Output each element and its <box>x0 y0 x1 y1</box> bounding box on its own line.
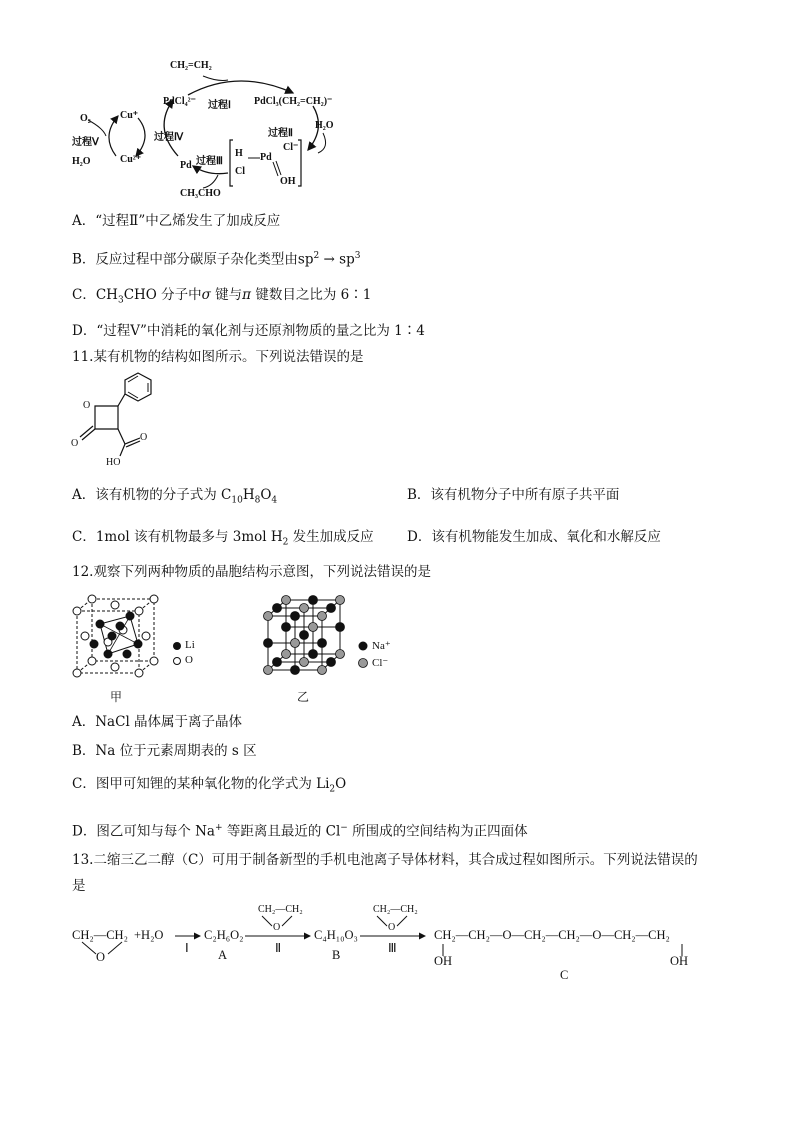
struct-ring-o: O <box>83 400 91 411</box>
process4-label: 过程Ⅳ <box>154 132 184 143</box>
legend-na: Na⁺ <box>372 640 391 652</box>
struct-ketone-o: O <box>71 438 79 449</box>
catalytic-cycle-diagram <box>68 58 368 208</box>
crystal-jia <box>72 596 162 681</box>
q13-reaction-scheme <box>70 900 710 990</box>
reagent-epoxide-1: CH₂—CH₂ <box>258 904 303 915</box>
q11-option-c: C．1mol 该有机物最多与 3mol $H_2$ 发生加成反应 <box>72 529 374 548</box>
q10-option-b: B．反应过程中部分碳原子杂化类型由$sp^2 \to sp^3$ <box>72 251 361 268</box>
epoxide-o: O <box>96 950 106 964</box>
step-1-label: Ⅰ <box>185 941 189 955</box>
legend-li: Li <box>185 639 195 651</box>
bracket-cl-right: Cl⁻ <box>283 142 299 153</box>
reagent-o-2: O <box>388 922 396 933</box>
crystal-yi <box>262 596 352 676</box>
process5-label: 过程Ⅴ <box>72 137 99 148</box>
q11-option-d: D．该有机物能发生加成、氧化和水解反应 <box>407 529 661 545</box>
cu-2plus-label: Cu²⁺ <box>120 154 142 165</box>
compound-c-label: C <box>560 968 569 982</box>
q13-stem-line1: 13.二缩三乙二醇（C）可用于制备新型的手机电池离子导体材料，其合成过程如图所示。下列说法错误的 <box>72 852 698 868</box>
q12-option-a: A．NaCl 晶体属于离子晶体 <box>72 714 243 730</box>
process2-label: 过程Ⅱ <box>268 128 293 139</box>
cycle-arrows <box>68 58 368 208</box>
compound-b-label: B <box>332 948 341 962</box>
legend-yi-markers <box>357 640 369 672</box>
q11-option-b: B．该有机物分子中所有原子共平面 <box>407 487 620 503</box>
caption-yi: 乙 <box>297 690 310 704</box>
caption-jia: 甲 <box>110 690 123 704</box>
q11-option-a: A．该有机物的分子式为 $C_{10}H_8O_4$ <box>72 487 278 506</box>
plus-water: +H₂O <box>134 928 164 942</box>
legend-o: O <box>185 654 193 666</box>
compound-c-oh-right: OH <box>670 954 689 968</box>
cu-plus-label: Cu⁺ <box>120 110 139 121</box>
bracket-h: H <box>235 148 243 159</box>
crystal-jia-drawing <box>72 596 162 681</box>
q10-option-a: A．“过程Ⅱ”中乙烯发生了加成反应 <box>72 213 281 229</box>
compound-c-oh-left: OH <box>434 954 453 968</box>
step-3-label: Ⅲ <box>388 941 397 955</box>
step-2-label: Ⅱ <box>275 941 282 955</box>
pd-complex-label: PdCl₃(CH₂=CH₂)⁻ <box>254 96 333 107</box>
pd-label: Pd <box>180 160 192 171</box>
q13-stem-line2: 是 <box>72 878 86 894</box>
process1-label: 过程Ⅰ <box>208 100 231 111</box>
process3-label: 过程Ⅲ <box>196 156 223 167</box>
water-in-label: H₂O <box>315 120 334 131</box>
compound-c-chain: CH₂—CH₂—O—CH₂—CH₂—O—CH₂—CH₂ <box>434 928 670 942</box>
q12-stem: 12.观察下列两种物质的晶胞结构示意图，下列说法错误的是 <box>72 564 431 580</box>
acetaldehyde-label: CH₃CHO <box>180 188 221 199</box>
q12-option-d: D．图乙可知与每个 Na+ 等距离且最近的 Cl− 所围成的空间结构为正四面体 <box>72 823 528 840</box>
bracket-pd: Pd <box>260 152 272 163</box>
bracket-oh: OH <box>280 176 296 187</box>
compound-a-formula: C₂H₆O₂ <box>204 928 244 942</box>
reagent-epoxide-2: CH₂—CH₂ <box>373 904 418 915</box>
q12-option-b: B．Na 位于元素周期表的 s 区 <box>72 743 257 759</box>
compound-a-label: A <box>218 948 228 962</box>
bracket-cl-left: Cl <box>235 166 245 177</box>
compound-b-formula: C₄H₁₀O₃ <box>314 928 358 942</box>
o2-label: O₂ <box>80 113 91 124</box>
crystal-yi-drawing <box>262 596 352 676</box>
struct-ho: HO <box>106 457 121 468</box>
struct-acid-o: O <box>140 432 148 443</box>
water-out-label: H₂O <box>72 156 91 167</box>
q10-option-c: C．$CH_3CHO$ 分子中σ 键与π 键数目之比为 6∶1 <box>72 287 372 306</box>
epoxide-formula: CH₂—CH₂ <box>72 928 128 942</box>
pdcl4-label: PdCl₄²⁻ <box>163 96 196 107</box>
q11-structure <box>70 372 170 472</box>
ethylene-label: CH₂=CH₂ <box>170 60 212 71</box>
reagent-o-1: O <box>273 922 281 933</box>
legend-cl: Cl⁻ <box>372 657 389 669</box>
q11-stem: 11.某有机物的结构如图所示。下列说法错误的是 <box>72 349 364 365</box>
q10-option-d: D．“过程Ⅴ”中消耗的氧化剂与还原剂物质的量之比为 1∶4 <box>72 323 425 339</box>
legend-jia-markers <box>172 640 182 670</box>
q12-option-c: C．图甲可知锂的某种氧化物的化学式为 $Li_2O$ <box>72 776 347 795</box>
